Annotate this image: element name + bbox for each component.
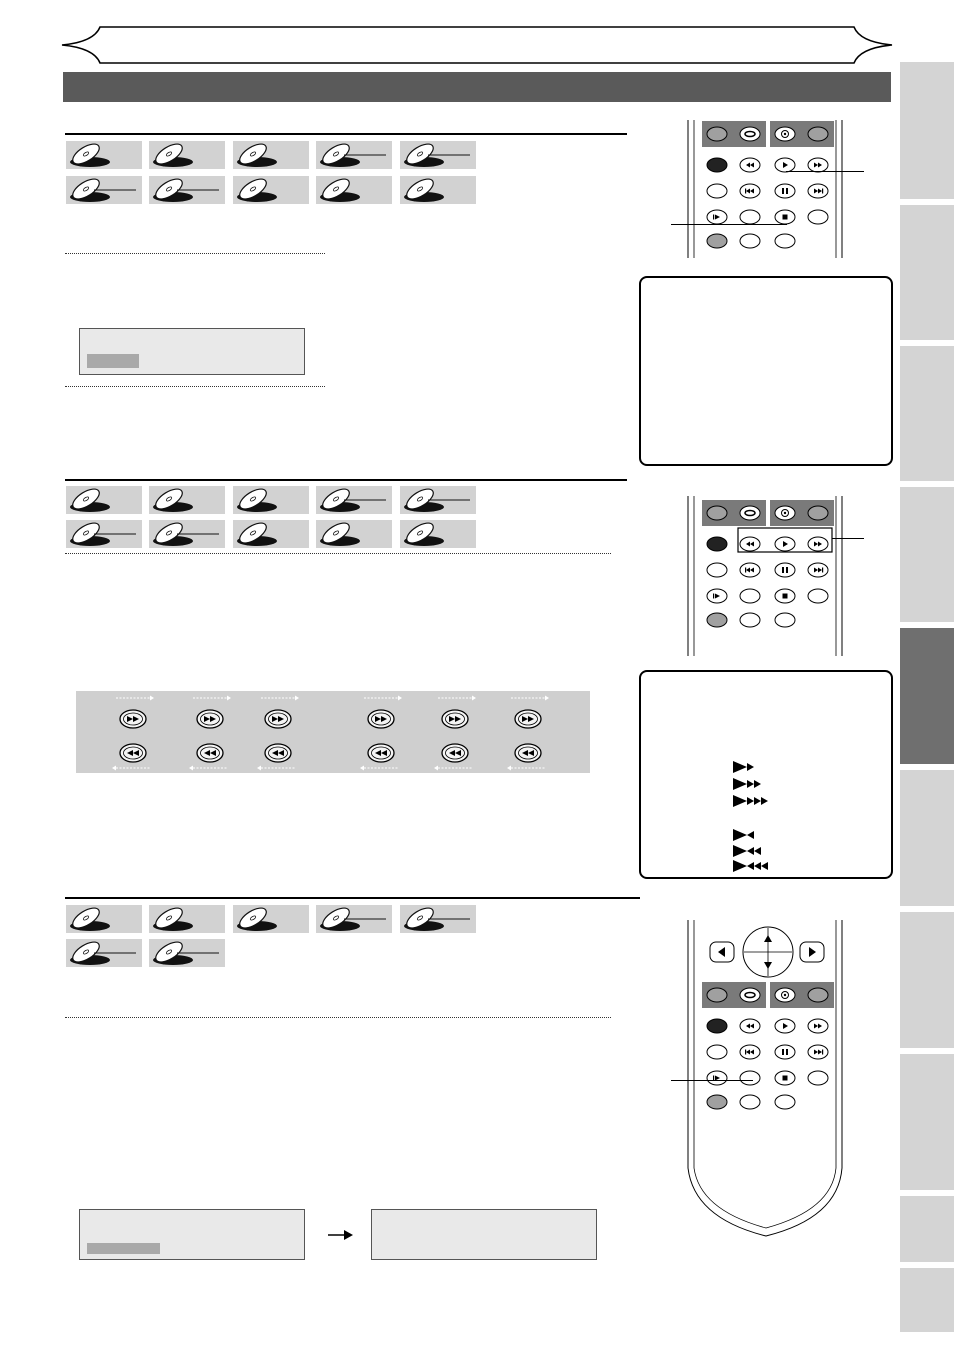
disc-type-icon: [233, 141, 309, 169]
disc-type-icon: [316, 520, 392, 548]
disc-type-icon: [316, 905, 392, 933]
disc-type-icon: [66, 141, 142, 169]
section-2-info-box: [639, 670, 893, 879]
chapter-tab-5-active[interactable]: [900, 628, 954, 764]
disc-type-icon: [400, 520, 476, 548]
chapter-tab-6[interactable]: [900, 770, 954, 906]
reverse-3x-icon: [733, 860, 747, 872]
disc-type-icon: [66, 905, 142, 933]
section-1-dotted-rule: [65, 253, 325, 254]
disc-type-icon: [400, 141, 476, 169]
arrow-right-icon: [328, 1228, 354, 1242]
section-title-bar: [63, 72, 891, 102]
callout-line-button: [671, 1080, 753, 1081]
disc-type-icon: [149, 905, 225, 933]
chapter-tab-9[interactable]: [900, 1196, 954, 1262]
disc-type-icon: [66, 520, 142, 548]
fast-forward-icon: [265, 710, 291, 728]
disc-type-icon: [149, 141, 225, 169]
section-1-info-box: [639, 276, 893, 466]
forward-3x-icon: [733, 795, 747, 807]
fast-reverse-icon: [197, 744, 223, 762]
chapter-tab-2[interactable]: [900, 205, 954, 340]
callout-line-search: [832, 538, 864, 539]
fast-reverse-icon: [120, 744, 146, 762]
section-1-osd-screen: [79, 328, 305, 375]
fast-forward-icon: [368, 710, 394, 728]
section-3-rule: [65, 897, 640, 899]
chapter-tab-4[interactable]: [900, 487, 954, 622]
disc-type-icon: [66, 939, 142, 967]
disc-type-icon: [400, 176, 476, 204]
osd-highlight-bar: [87, 1243, 160, 1254]
reverse-2x-icon: [733, 845, 747, 857]
disc-type-icon: [149, 939, 225, 967]
section-2-rule: [65, 479, 627, 481]
fast-reverse-icon: [442, 744, 468, 762]
disc-type-icon: [233, 520, 309, 548]
fast-reverse-icon: [515, 744, 541, 762]
chapter-tab-3[interactable]: [900, 346, 954, 481]
remote-control-illustration-2: [684, 494, 848, 656]
remote-control-illustration-1: [684, 118, 848, 258]
disc-type-icon: [233, 176, 309, 204]
section-3-osd-screen-before: [79, 1209, 305, 1260]
forward-2x-icon: [733, 778, 747, 790]
header-banner: [60, 22, 894, 68]
disc-type-icon: [66, 486, 142, 514]
callout-line-play: [786, 171, 864, 172]
remote-control-illustration-3: [684, 918, 848, 1238]
chapter-tab-7[interactable]: [900, 912, 954, 1048]
search-speed-diagram: [76, 691, 590, 773]
fast-forward-icon: [442, 710, 468, 728]
speed-indicator-icons: [641, 672, 891, 877]
chapter-tab-8[interactable]: [900, 1054, 954, 1190]
disc-type-icon: [400, 486, 476, 514]
fast-forward-icon: [197, 710, 223, 728]
disc-type-icon: [233, 486, 309, 514]
section-3-dotted-rule: [65, 1017, 611, 1018]
disc-type-icon: [316, 141, 392, 169]
disc-type-icon: [149, 486, 225, 514]
callout-line-stop: [671, 224, 787, 225]
forward-1x-icon: [733, 761, 747, 773]
fast-reverse-icon: [368, 744, 394, 762]
section-2-dotted-rule: [65, 553, 611, 554]
disc-type-icon: [316, 176, 392, 204]
disc-type-icon: [66, 176, 142, 204]
osd-highlight-bar: [87, 354, 139, 368]
disc-type-icon: [400, 905, 476, 933]
disc-type-icon: [316, 486, 392, 514]
fast-reverse-icon: [265, 744, 291, 762]
disc-type-icon: [149, 520, 225, 548]
section-1-dotted-rule-2: [65, 386, 325, 387]
chapter-tab-1[interactable]: [900, 62, 954, 199]
disc-type-icon: [149, 176, 225, 204]
fast-forward-icon: [515, 710, 541, 728]
chapter-tab-10[interactable]: [900, 1268, 954, 1332]
reverse-1x-icon: [733, 829, 747, 841]
section-1-rule: [65, 133, 627, 135]
fast-forward-icon: [120, 710, 146, 728]
section-3-osd-screen-after: [371, 1209, 597, 1260]
disc-type-icon: [233, 905, 309, 933]
